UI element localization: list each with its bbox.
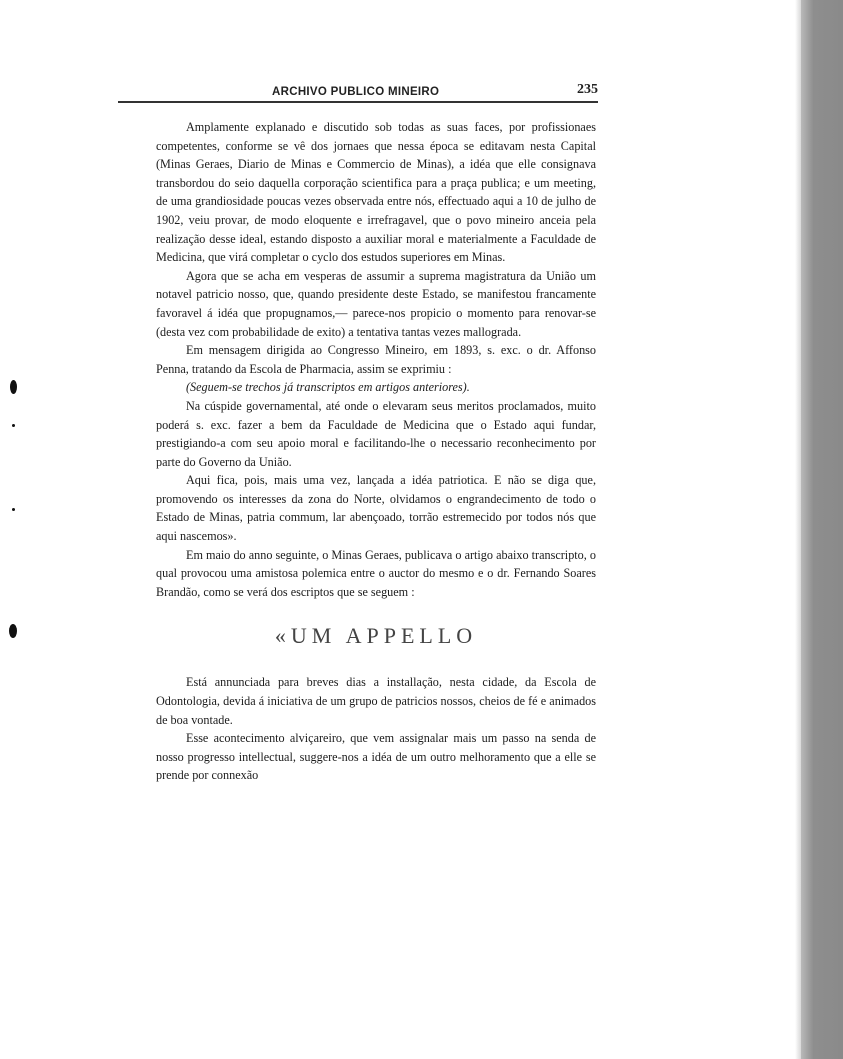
paragraph: Na cúspide governamental, até onde o elevaram seus meritos proclamados, muito poderá s. exc. fazer a bem da Faculdade de Medicina que o Estado aqui fundar, prestigiando-a com seu apoio moral e facilitando-lhe o necessario reconhecimento por parte do Governo da União. (156, 398, 596, 469)
header-title: ARCHIVO PUBLICO MINEIRO (272, 86, 440, 98)
book-page-edge (801, 0, 843, 1059)
paragraph: Em maio do anno seguinte, o Minas Geraes, publicava o artigo abaixo transcripto, o qual provocou uma amistosa polemica entre o auctor do mesmo e o dr. Fernando Soares Brandão, como se verá dos escriptos que se seguem : (156, 547, 596, 599)
section-title: «UM APPELLO (274, 623, 478, 649)
paragraph: Em mensagem dirigida ao Congresso Mineiro, em 1893, s. exc. o dr. Affonso Penna, tratando da Escola de Pharmacia, assim se exprimiu : (156, 343, 596, 376)
header-rule (118, 101, 598, 103)
paragraph: Amplamente explanado e discutido sob todas as suas faces, por profissionaes competentes, conforme se vê dos jornaes que nessa época se editavam nesta Capital (Minas Geraes, Diario de Minas e Commercio de Minas), a idéa que elle consignava transbordou do seio daquella corporação scientifica para a praça publica; e um meeting, de uma grandiosidade poucas vezes observada entre nós, effectuado aqui a 10 de julho de 1902, veiu provar, de modo eloquente e irrefragavel, que o povo mineiro anceia pela realização desse ideal, estando disposto a auxiliar moral e materialmente a Faculdade de Medicina, que virá completar o cyclo dos estudos superiores em Minas. (156, 120, 596, 265)
margin-mark (9, 624, 17, 638)
margin-mark (10, 380, 17, 394)
paragraph: Agora que se acha em vesperas de assumir a suprema magistratura da União um notavel patricio nosso, que, quando presidente deste Estado, se manifestou francamente favoravel á idéa que propugnamos,— parece-nos propicio o momento para renovar-se (desta vez com probabilidade de exito) a tentativa tantas vezes mallograda. (156, 268, 596, 339)
paragraph: Esse acontecimento alviçareiro, que vem assignalar mais um passo na senda de nosso progresso intellectual, suggere-nos a idéa de um outro melhoramento que a elle se prende por connexão (156, 731, 596, 783)
paragraph: Aqui fica, pois, mais uma vez, lançada a idéa patriotica. E não se diga que, promovendo os interesses da zona do Norte, olvidamos o engrandecimento de todo o Estado de Minas, patria commum, lar abençoado, torrão estremecido por todos nós que aqui nascemos». (156, 473, 596, 544)
paragraph: Está annunciada para breves dias a installação, nesta cidade, da Escola de Odontologia, devida á iniciativa de um grupo de patricios nossos, cheios de fé e animados de boa vontade. (156, 675, 596, 727)
page-number: 235 (577, 82, 598, 97)
page-body (156, 118, 596, 785)
margin-mark (12, 424, 15, 427)
margin-mark (12, 508, 15, 511)
paragraph-note: (Seguem-se trechos já transcriptos em artigos anteriores). (186, 380, 470, 395)
running-header (118, 82, 598, 104)
